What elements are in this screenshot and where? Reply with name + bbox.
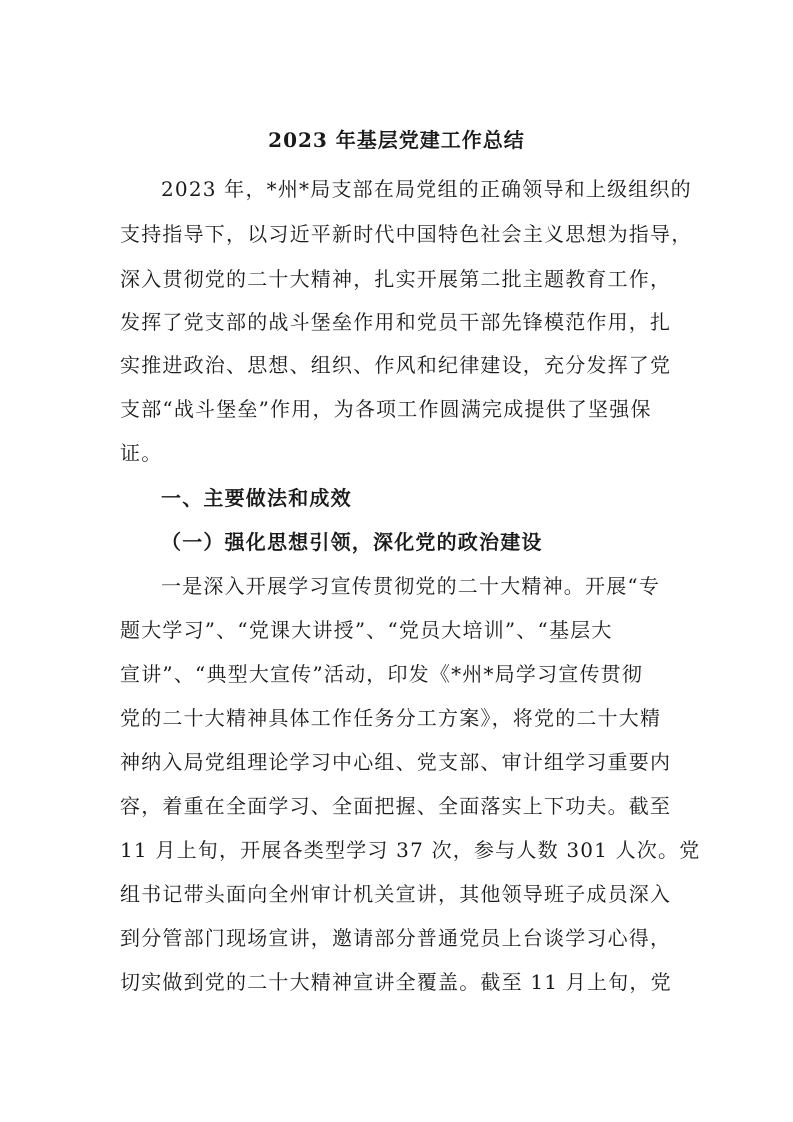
body-line: 切实做到党的二十大精神宣讲全覆盖。截至 11 月上旬，党 — [120, 970, 672, 994]
body-line: 容，着重在全面学习、全面把握、全面落实上下功夫。截至 — [120, 794, 672, 818]
body-line: 宣讲”、“典型大宣传”活动，印发《*州*局学习宣传贯彻 — [120, 662, 644, 686]
body-line: 组书记带头面向全州审计机关宣讲，其他领导班子成员深入 — [120, 882, 672, 906]
intro-line: 2023 年，*州*局支部在局党组的正确领导和上级组织的 — [161, 177, 692, 201]
body-line: 题大学习”、“党课大讲授”、“党员大培训”、“基层大 — [120, 618, 613, 642]
body-line: 党的二十大精神具体工作任务分工方案》，将党的二十大精 — [120, 706, 662, 730]
body-line: 神纳入局党组理论学习中心组、党支部、审计组学习重要内 — [120, 750, 672, 774]
section-heading: 一、主要做法和成效 — [161, 486, 352, 510]
intro-line: 深入贯彻党的二十大精神，扎实开展第二批主题教育工作， — [120, 267, 672, 291]
document-title: 2023 年基层党建工作总结 — [268, 128, 525, 152]
intro-line: 发挥了党支部的战斗堡垒作用和党员干部先锋模范作用，扎 — [120, 310, 672, 334]
body-line: 到分管部门现场宣讲，邀请部分普通党员上台谈学习心得， — [120, 926, 672, 950]
body-line: 一是深入开展学习宣传贯彻党的二十大精神。开展“专 — [161, 574, 661, 598]
intro-line: 支部“战斗堡垒”作用，为各项工作圆满完成提供了坚强保 — [120, 397, 652, 421]
intro-line: 支持指导下，以习近平新时代中国特色社会主义思想为指导， — [120, 222, 693, 246]
subsection-heading: （一）强化思想引领，深化党的政治建设 — [161, 530, 543, 554]
intro-line: 证。 — [120, 441, 163, 465]
body-line: 11 月上旬，开展各类型学习 37 次，参与人数 301 人次。党 — [120, 838, 701, 862]
intro-line: 实推进政治、思想、组织、作风和纪律建设，充分发挥了党 — [120, 353, 672, 377]
